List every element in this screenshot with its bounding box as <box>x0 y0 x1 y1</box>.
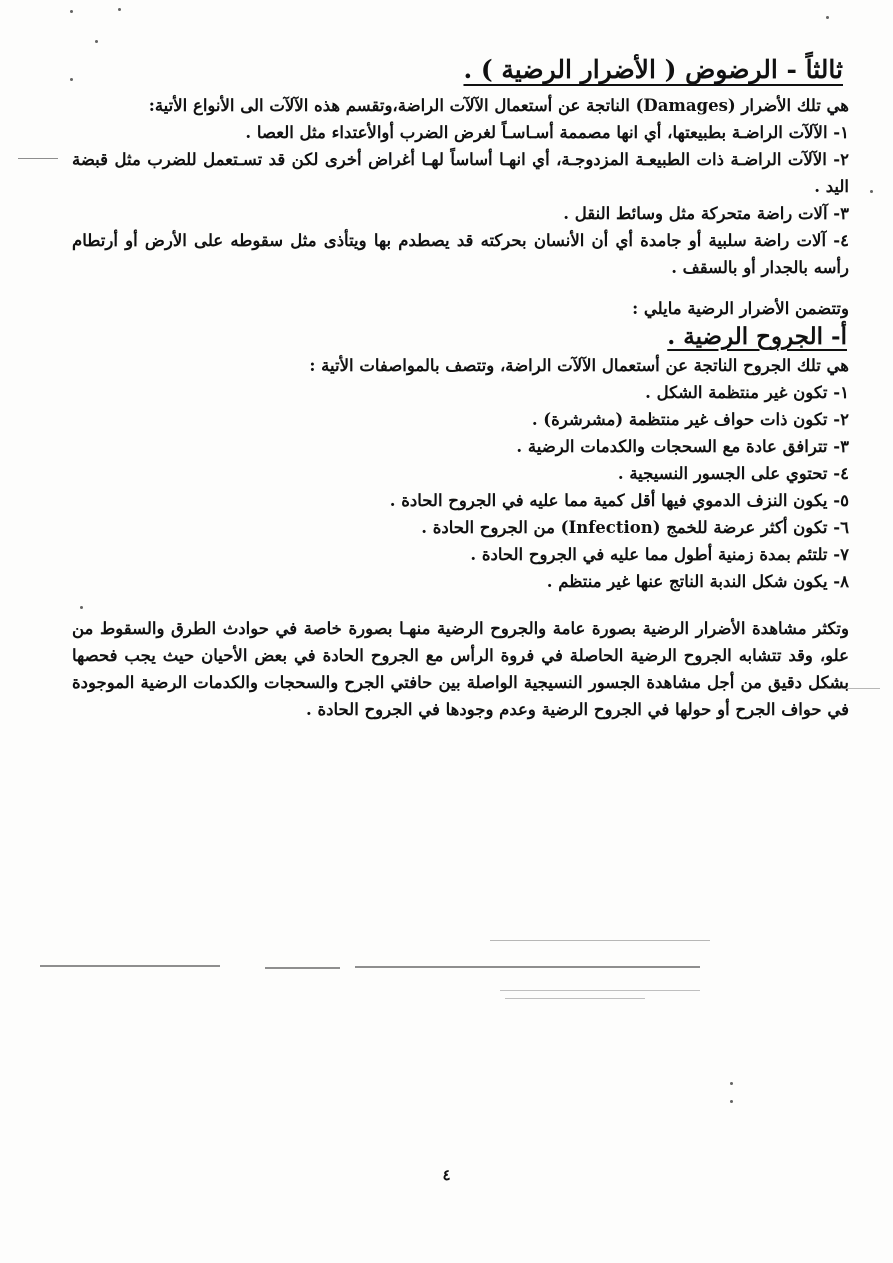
page-number: ٤ <box>442 1166 451 1184</box>
scan-streak <box>355 966 700 968</box>
intro-paragraph: هي تلك الأضرار (Damages) الناتجة عن أستعمال الآلآت الراضة،وتقسم هذه الآلآت الى الأنواع الأتية: <box>148 96 849 115</box>
scan-speck <box>118 8 121 11</box>
list-item: ٤- آلات راضة سلبية أو جامدة أي أن الأنسان بحركته قد يصطدم بها ويتأذى مثل سقوطه على الأرض أو أرتطام رأسه بالجدار أو بالسقف . <box>72 231 849 277</box>
scan-speck <box>95 40 98 43</box>
scan-speck <box>826 16 829 19</box>
list-item: ١- تكون غير منتظمة الشكل . <box>645 383 849 402</box>
list-item: ٧- تلتئم بمدة زمنية أطول مما عليه في الجروح الحادة . <box>470 545 849 564</box>
tool-types-list <box>72 119 849 281</box>
list-item: ١- الآلآت الراضـة بطبيعتها، أي انها مصممة أسـاسـاً لغرض الضرب أوالأعتداء مثل العصا . <box>245 123 849 142</box>
list-item: ٢- تكون ذات حواف غير منتظمة (مشرشرة) . <box>531 410 849 429</box>
closing-paragraph: وتكثر مشاهدة الأضرار الرضية بصورة عامة والجروح الرضية منهـا بصورة خاصة في حوادث الطرق والسقوط من علو، وقد تتشابه الجروح الرضية الحاصلة في فروة الرأس مع الجروح الحادة في بعض الأحيان حيث يجب فحصها بشكل دقيق من أجل مشاهدة الجسور النسيجية الواصلة بين حافتي الجرح والسحجات والكدمات الرضية الموجودة في حواف الجرح أو حولها في الجروح الرضية وعدم وجودها في الجروح الحادة . <box>72 619 849 719</box>
document-body <box>72 52 849 723</box>
scan-speck <box>730 1100 733 1103</box>
scan-speck <box>70 10 73 13</box>
scan-speck <box>730 1082 733 1085</box>
subsection-intro: هي تلك الجروح الناتجة عن أستعمال الآلآت الراضة، وتتصف بالمواصفات الأتية : <box>309 356 849 375</box>
scan-streak <box>265 967 340 969</box>
list-item: ٤- تحتوي على الجسور النسيجية . <box>617 464 849 483</box>
subsection-title <box>72 322 849 352</box>
section-title-text: ثالثاً - الرضوض ( الأضرار الرضية ) . <box>463 55 843 84</box>
list-item: ٦- تكون أكثر عرضة للخمج (Infection) من الجروح الحادة . <box>421 518 849 537</box>
scan-streak <box>18 158 58 159</box>
list-item: ٣- آلات راضة متحركة مثل وسائط النقل . <box>563 204 849 223</box>
list-item: ٥- يكون النزف الدموي فيها أقل كمية مما عليه في الجروح الحادة . <box>389 491 849 510</box>
list-item: ٨- يكون شكل الندبة الناتج عنها غير منتظم . <box>546 572 849 591</box>
scan-streak <box>505 998 645 999</box>
subsection-title-text: أ- الجروح الرضية . <box>667 323 847 350</box>
list-item: ٣- تترافق عادة مع السحجات والكدمات الرضية . <box>516 437 849 456</box>
scan-streak <box>500 990 700 991</box>
list-item: ٢- الآلآت الراضـة ذات الطبيعـة المزدوجـة، أي انهـا أساساً لهـا أغراض أخرى لكن قد تسـتعمل للضرب مثل قبضة اليد . <box>72 150 849 196</box>
scan-streak <box>40 965 220 967</box>
scan-streak <box>490 940 710 941</box>
wound-features-list <box>72 379 849 595</box>
includes-line: وتتضمن الأضرار الرضية مايلي : <box>632 299 849 318</box>
section-title <box>72 52 849 88</box>
scan-speck <box>870 190 873 193</box>
